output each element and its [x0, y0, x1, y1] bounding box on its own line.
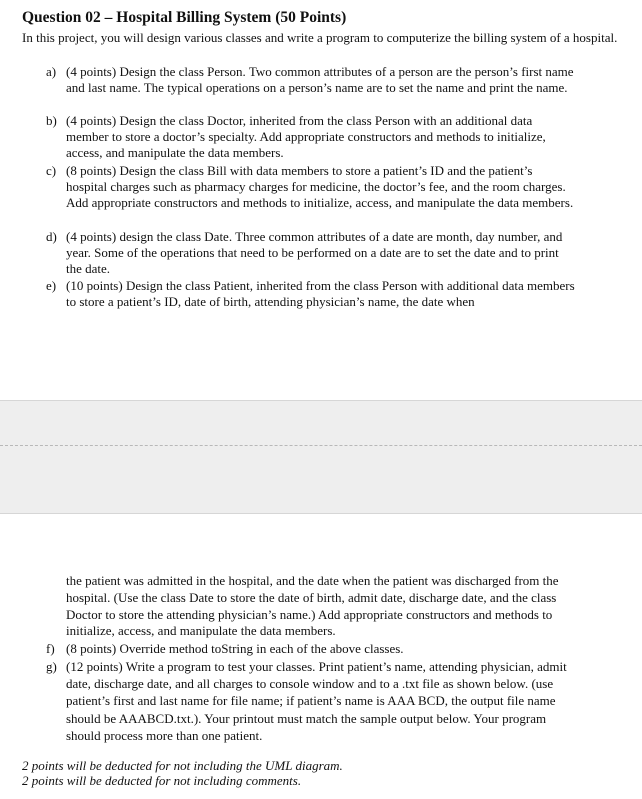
list-marker: d): [46, 229, 57, 244]
question-title: Question 02 – Hospital Billing System (50 Points): [22, 9, 347, 26]
list-marker: e): [46, 278, 57, 293]
list-item-text: (4 points) Design the class Doctor, inherited from the class Person with an additional data member to store a doctor’s specialty. Add appropriate constructors and methods to initialize, access, and manipulate the data members.: [66, 113, 546, 160]
list-item-d: [46, 229, 576, 276]
page-break-dashed-line: [0, 445, 642, 446]
list-item-text: (8 points) Design the class Bill with data members to store a patient’s ID and the patient’s hospital charges such as pharmacy charges for medicine, the doctor’s fee, and the room charges. Add appropriate constructors and methods to initialize, access, and manipulate the data members.: [66, 163, 574, 210]
list-marker: f): [46, 641, 55, 656]
list-marker: a): [46, 64, 57, 79]
list-item-text: (4 points) design the class Date. Three common attributes of a date are month, day number, and year. Some of the operations that need to be performed on a date are to set the date and to print the date.: [66, 229, 563, 276]
list-marker: c): [46, 163, 57, 178]
list-marker: b): [46, 113, 57, 128]
deduction-note-uml: 2 points will be deducted for not including the UML diagram.: [22, 758, 343, 773]
list-item-e-continuation: the patient was admitted in the hospital, and the date when the patient was discharged from the hospital. (Use the class Date to store the date of birth, admit date, discharge date, and the class Doctor to store the attending physician’s name.) Add appropriate constructors and methods to initialize, access, and manipulate the data members.: [66, 573, 559, 639]
intro-paragraph: In this project, you will design various classes and write a program to computerize the billing system of a hospital.: [22, 30, 618, 45]
list-marker: g): [46, 659, 57, 674]
list-item-g: [46, 658, 576, 744]
list-item-a: [46, 64, 576, 96]
list-item-f: [46, 641, 576, 658]
list-item-c: [46, 163, 576, 210]
page-break-gap: [0, 400, 642, 514]
list-item-text: (4 points) Design the class Person. Two common attributes of a person are the person’s first name and last name. The typical operations on a person’s name are to set the name and print the name.: [66, 64, 574, 95]
deduction-note-comments: 2 points will be deducted for not including comments.: [22, 773, 302, 788]
list-item-text: (12 points) Write a program to test your classes. Print patient’s name, attending physician, admit date, discharge date, and all charges to console window and to a .txt file as shown below. (use patient’s first and last name for file name; if patient’s name is AAA BCD, the output file name should be AAABCD.txt.). Your printout must match the sample output below. Your program should process more than one patient.: [66, 659, 567, 743]
list-item-b: [46, 113, 576, 160]
list-item-text: (10 points) Design the class Patient, inherited from the class Person with additional data members to store a patient’s ID, date of birth, attending physician’s name, the date when: [66, 278, 575, 309]
list-item-text: (8 points) Override method toString in each of the above classes.: [66, 641, 404, 656]
list-item-e: [46, 278, 576, 310]
